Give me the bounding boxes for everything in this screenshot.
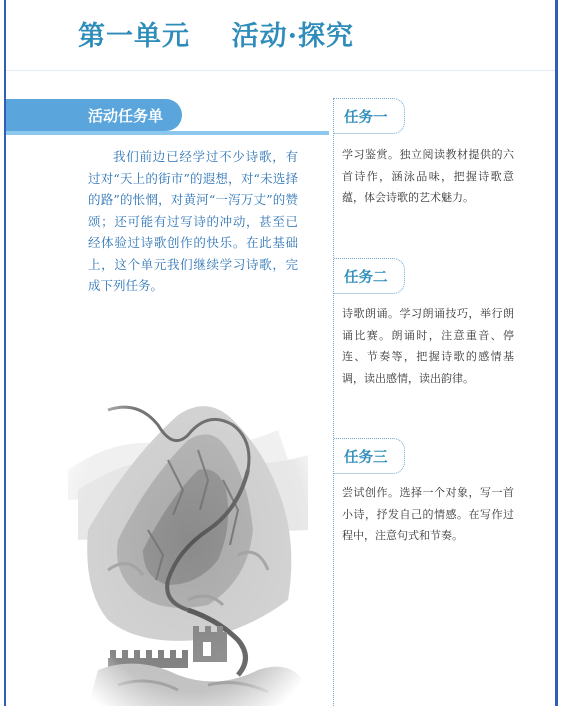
unit-title: 第一单元 活动·探究	[78, 21, 354, 52]
task-title-2: 任务二	[344, 270, 388, 286]
page-frame-right	[555, 0, 558, 706]
task-title-1: 任务一	[344, 110, 388, 126]
activity-sheet-banner	[6, 99, 182, 131]
task-text-3: 尝试创作。选择一个对象，写一首小诗，抒发自己的情感。在写作过程中，注意句式和节奏。	[342, 486, 514, 542]
title-divider	[6, 70, 555, 71]
intro-paragraph: 我们前边已经学过不少诗歌，有过对“天上的街市”的遐想，对“未选择的路”的怅惘，对黄河“一泻万丈”的赞颂；还可能有过写诗的冲动，甚至已经体验过诗歌创作的快乐。在此基础上，这个单元我们继续学习诗歌，完成下列任务。	[88, 149, 298, 293]
great-wall-ink-illustration	[48, 340, 333, 706]
task-title-3: 任务三	[344, 450, 388, 466]
banner-underline	[6, 131, 329, 135]
task-column-divider	[333, 98, 334, 706]
task-tab-2	[334, 258, 405, 294]
task-tab-1	[334, 98, 405, 134]
activity-sheet-label: 活动任务单	[88, 107, 164, 125]
task-text-2: 诗歌朗诵。学习朗诵技巧，举行朗诵比赛。朗诵时，注意重音、停连、节奏等，把握诗歌的感情基调，读出感情，读出韵律。	[342, 307, 514, 385]
task-tab-3	[334, 438, 405, 474]
task-text-1: 学习鉴赏。独立阅读教材提供的六首诗作，涵泳品味，把握诗歌意蕴，体会诗歌的艺术魅力。	[342, 148, 514, 204]
